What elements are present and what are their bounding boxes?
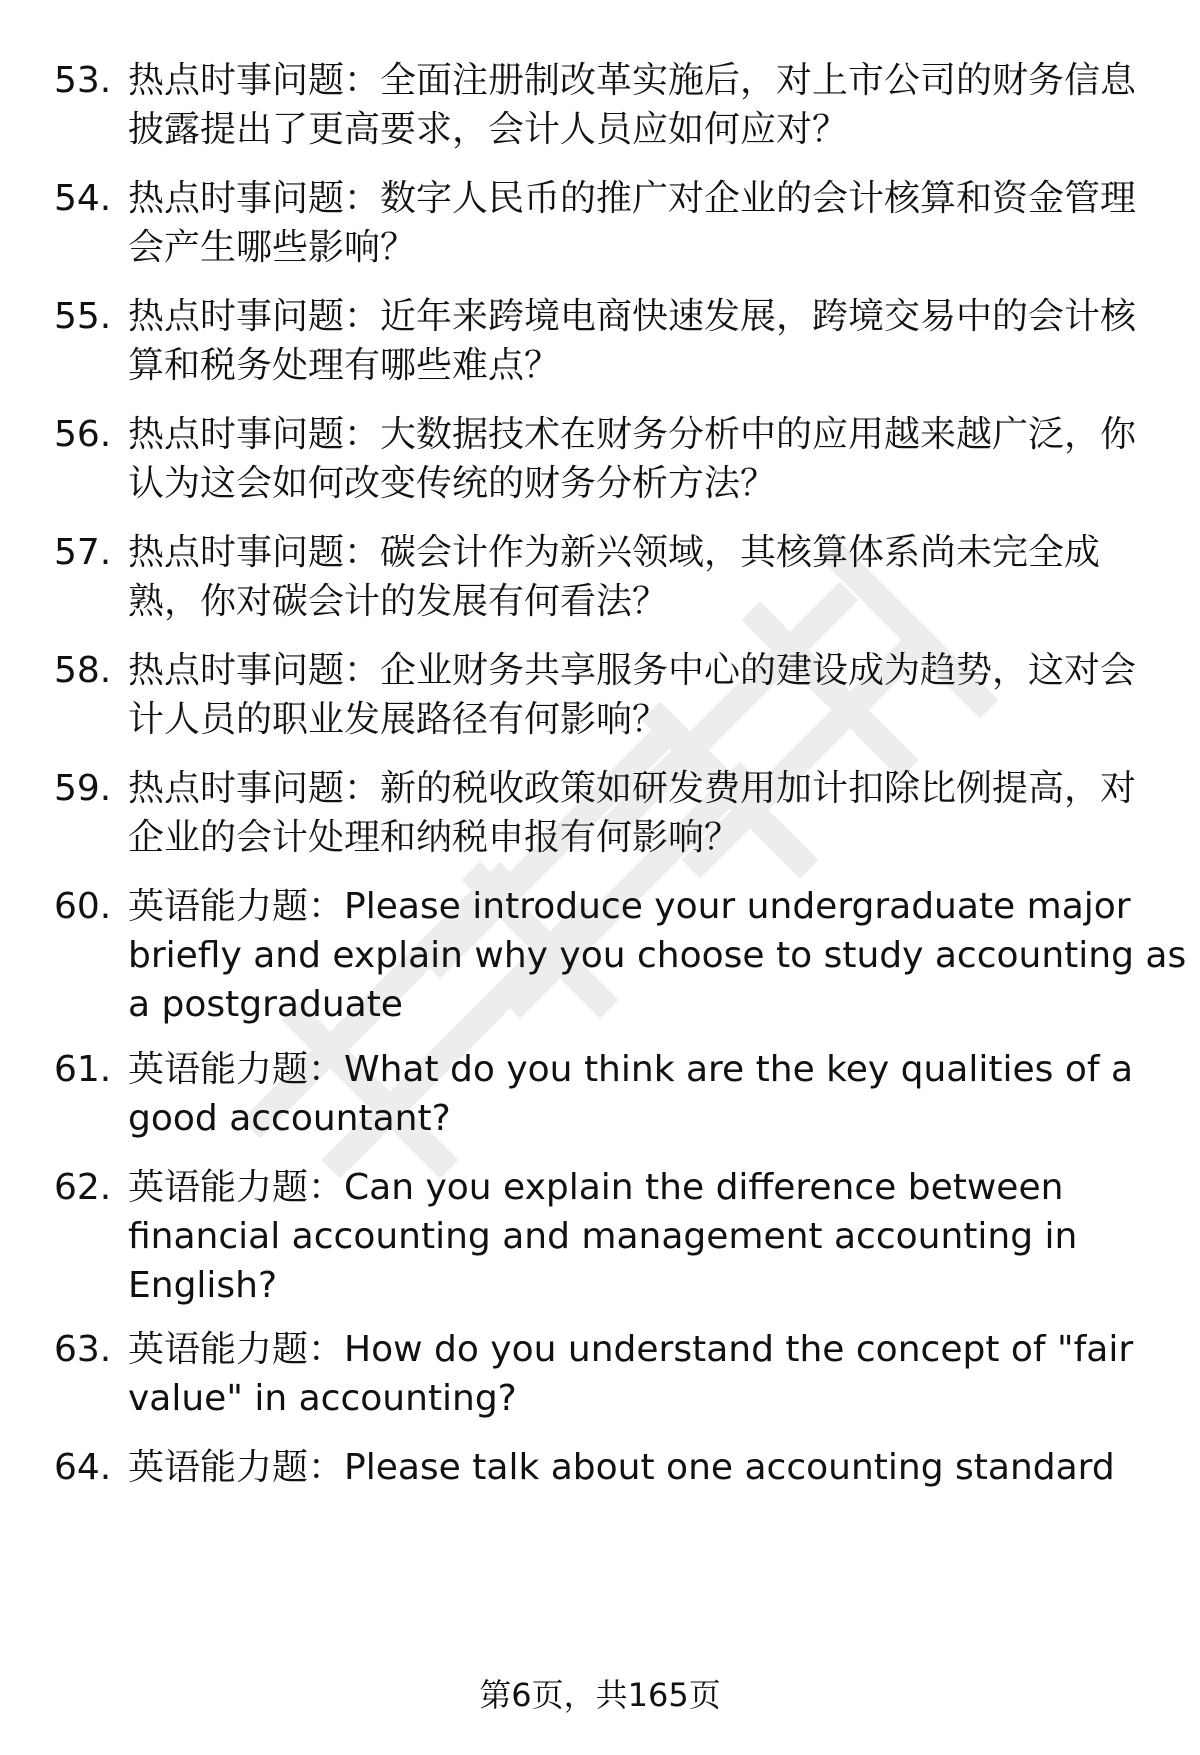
question-text-line: 熟，你对碳会计的发展有何看法？ [128, 581, 669, 622]
question-text-line: briefly and explain why you choose to study accounting as [128, 935, 1187, 976]
question-text [128, 764, 1148, 862]
question-text-line: English? [128, 1265, 278, 1306]
question-text-line: 认为这会如何改变传统的财务分析方法？ [128, 463, 777, 504]
question-text-line: 企业的会计处理和纳税申报有何影响？ [128, 817, 741, 858]
question-text [128, 1325, 1148, 1423]
question-number: 62. [54, 1167, 112, 1208]
question-number: 54. [54, 178, 112, 219]
question-text-line: good accountant? [128, 1098, 451, 1139]
question-text [128, 882, 1187, 1029]
question-text [128, 528, 1148, 626]
question-text-line: 热点时事问题：碳会计作为新兴领域，其核算体系尚未完全成 [128, 532, 1101, 573]
question-number: 57. [54, 532, 112, 573]
question-number: 53. [54, 60, 112, 101]
question-number: 58. [54, 650, 112, 691]
question-text-line: 热点时事问题：数字人民币的推广对企业的会计核算和资金管理 [128, 178, 1137, 219]
question-text-line: 算和税务处理有哪些难点？ [128, 345, 561, 386]
question-text [128, 410, 1148, 508]
question-text [128, 174, 1148, 272]
question-text-line: 热点时事问题：全面注册制改革实施后，对上市公司的财务信息 [128, 60, 1137, 101]
question-text [128, 1163, 1148, 1310]
question-text-line: financial accounting and management accounting in [128, 1216, 1078, 1257]
question-text [128, 56, 1148, 154]
question-text [128, 292, 1148, 390]
question-text [128, 646, 1148, 744]
question-number: 64. [54, 1447, 112, 1488]
question-text-line: 英语能力题：Please introduce your undergraduate major [128, 886, 1131, 927]
question-text-line: value" in accounting? [128, 1378, 517, 1419]
question-text-line: 英语能力题：What do you think are the key qualities of a [128, 1049, 1134, 1090]
question-text [128, 1045, 1148, 1143]
question-text-line: 会产生哪些影响？ [128, 227, 417, 268]
question-number: 59. [54, 768, 112, 809]
question-number: 61. [54, 1049, 112, 1090]
question-text-line: 热点时事问题：大数据技术在财务分析中的应用越来越广泛，你 [128, 414, 1137, 455]
question-text-line: 英语能力题：Please talk about one accounting standard [128, 1447, 1115, 1488]
question-text-line: 热点时事问题：新的税收政策如研发费用加计扣除比例提高，对 [128, 768, 1137, 809]
question-text-line: 热点时事问题：近年来跨境电商快速发展，跨境交易中的会计核 [128, 296, 1137, 337]
question-text-line: 计人员的职业发展路径有何影响？ [128, 699, 669, 740]
page-footer: 第6页，共165页 [479, 1676, 721, 1714]
question-text-line: a postgraduate [128, 984, 403, 1025]
question-text-line: 英语能力题：How do you understand the concept of "fair [128, 1329, 1134, 1370]
question-number: 60. [54, 886, 112, 927]
question-text [128, 1443, 1148, 1492]
question-number: 63. [54, 1329, 112, 1370]
question-text-line: 英语能力题：Can you explain the difference between [128, 1167, 1064, 1208]
question-text-line: 披露提出了更高要求，会计人员应如何应对？ [128, 109, 849, 150]
question-text-line: 热点时事问题：企业财务共享服务中心的建设成为趋势，这对会 [128, 650, 1137, 691]
question-number: 55. [54, 296, 112, 337]
question-number: 56. [54, 414, 112, 455]
